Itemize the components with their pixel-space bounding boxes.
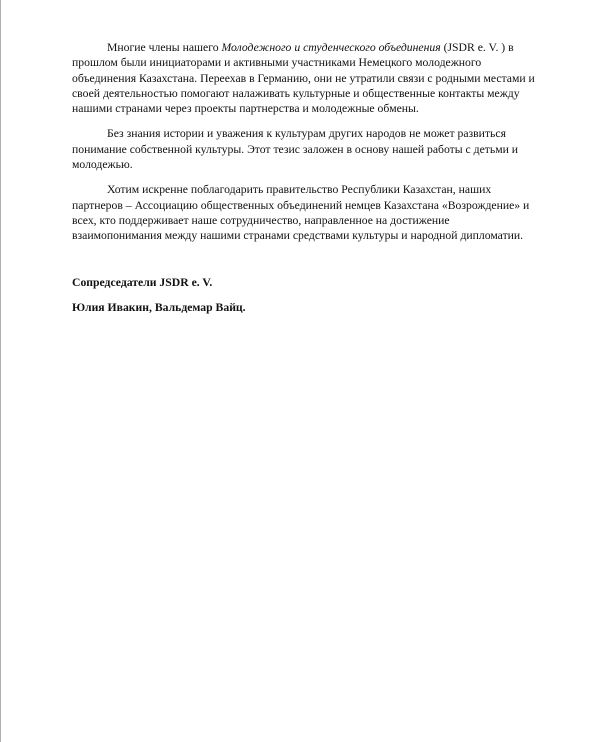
organization-name: Молодежного и студенческого объединения — [221, 41, 441, 54]
paragraph-members — [72, 40, 540, 116]
paragraph-thanks: Хотим искренне поблагодарить правительство Республики Казахстан, наших партнеров – Ассоциацию общественных объединений немцев Казахстана «Возрождение» и всех, кто поддерживает наше сотрудничество, направленное на достижение взаимопонимания между нашими странами средствами культуры и народной дипломатии. — [72, 183, 530, 243]
document-body — [72, 40, 540, 315]
signature-title: Сопредседатели JSDR e. V. — [72, 275, 213, 289]
paragraph-members-intro: Многие члены нашего — [107, 41, 222, 54]
signature-names: Юлия Ивакин, Вальдемар Вайц. — [72, 300, 246, 314]
paragraph-members-rest: (JSDR e. V. ) в прошлом были инициаторами и активными участниками Немецкого молодежного объединения Казахстана. Переехав в Германию, они не утратили связи с родными местами и своей деятельностью помогают налаживать культурные и общественные контакты между нашими странами через проекты партнерства и молодежные обмены. — [72, 41, 535, 116]
paragraph-culture: Без знания истории и уважения к культурам других народов не может развиться понимание собственной культуры. Этот тезис заложен в основу нашей работы с детьми и молодежью. — [72, 127, 519, 172]
